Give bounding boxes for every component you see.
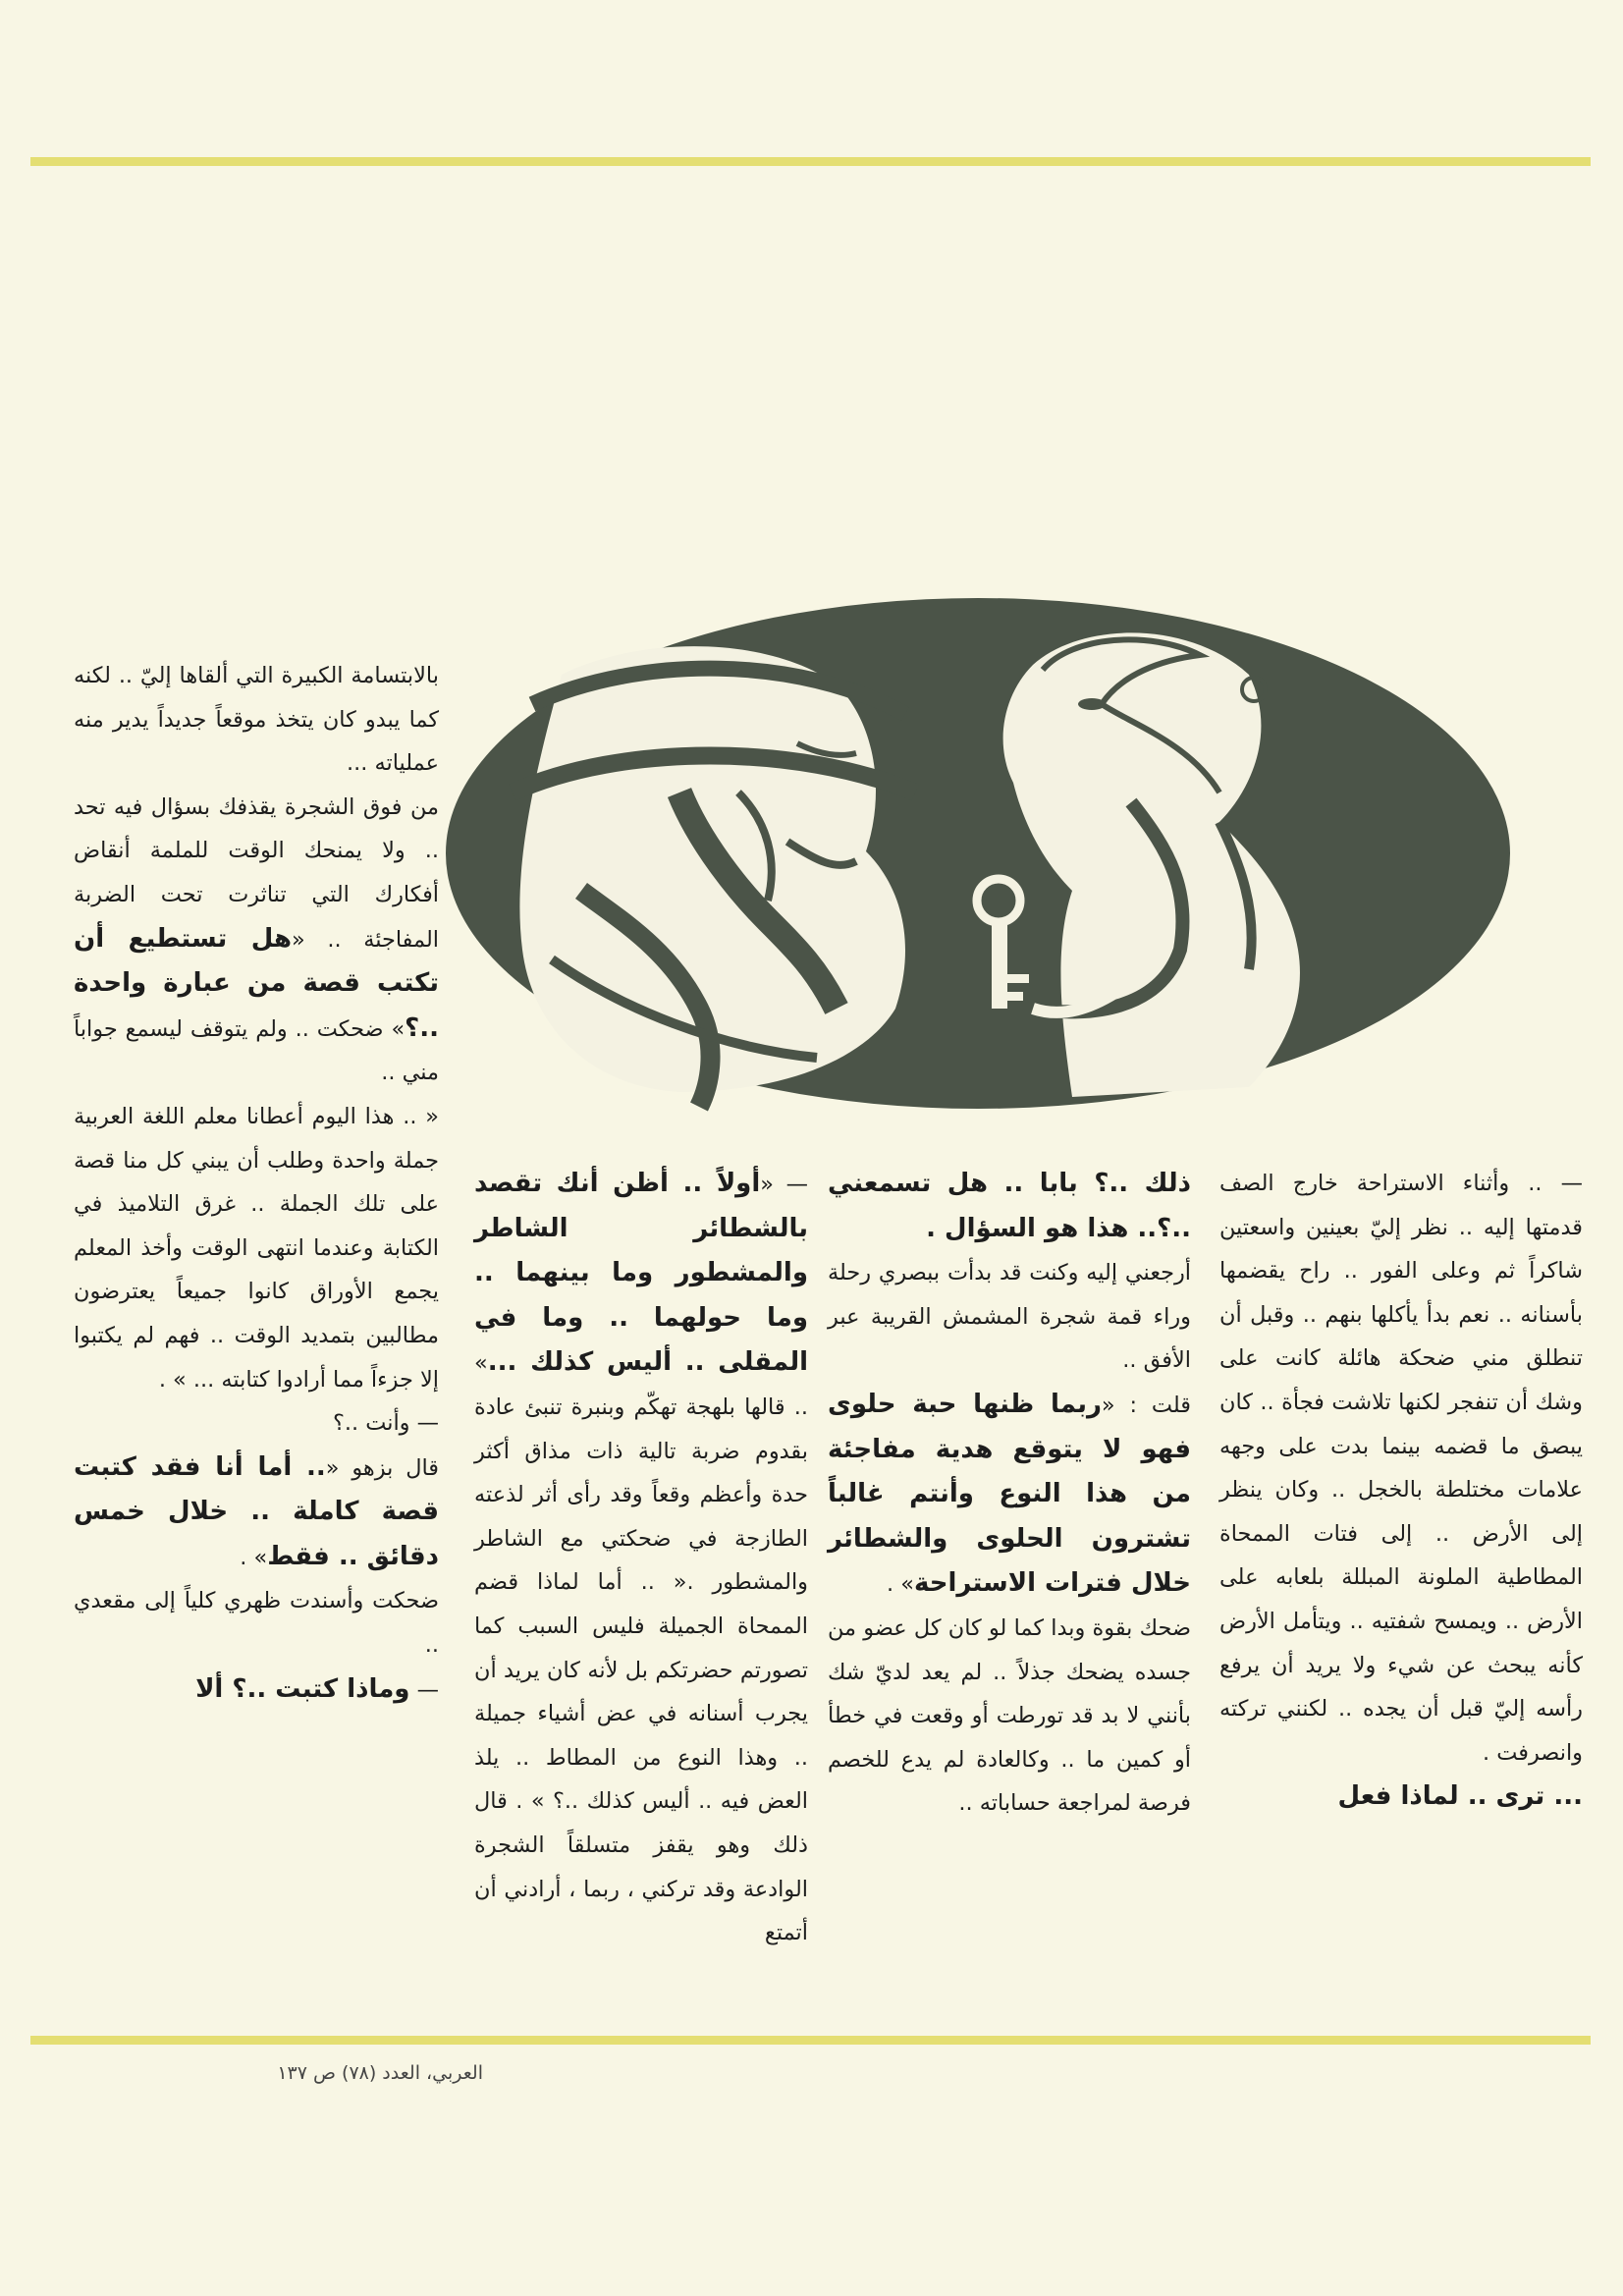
paragraph: — وأنت ..؟ <box>333 1410 439 1437</box>
bold-text: .. أما أنا فقد كتبت قصة كاملة .. خلال خمس دقائق .. فقط <box>74 1451 439 1571</box>
paragraph-bold-ending <box>1219 1775 1583 1820</box>
paragraph: ضحكت وأسندت ظهري كلياً إلى مقعدي .. <box>74 1588 439 1659</box>
quote-tail: » .. قالها بلهجة تهكّم وبنبرة تنبئ عادة بقدوم ضربة تالية ذات مذاق أكثر حدة وأعظم وقعاً وقد رأى أثر لذعته الطازجة في ضحكتي مع الشاطر والمشطور .« .. أما لماذا قضم الممحاة الجميلة فليس السبب كما تصورتم حضرتكم بل لأنه كان يريد أن يجرب أسنانه في عض أشياء جميلة .. وهذا النوع من المطاط .. يلذ العض فيه .. أليس كذلك ..؟ » . قال ذلك وهو يقفز متسلقاً الشجرة الوادعة وقد تركني ، ربما ، أرادني أن أتمتع <box>474 1350 808 1946</box>
paragraph: بالابتسامة الكبيرة التي ألقاها إليّ .. لكنه كما يبدو كان يتخذ موقعاً جديداً يدير منه عملياته ... <box>74 663 439 777</box>
paragraph: ضحك بقوة وبدا كما لو كان كل عضو من جسده يضحك جذلاً .. لم يعد لديّ شك بأنني لا بد قد تورطت أو وقعت في خطأ أو كمين ما .. وكالعادة لم يدع للخصم فرصة لمراجعة حساباته .. <box>828 1614 1191 1817</box>
page-footer: العربي، العدد (٧٨) ص ١٣٧ <box>277 2062 483 2084</box>
text-column-2 <box>828 1162 1191 1826</box>
quote-lead: — « <box>760 1172 808 1197</box>
paragraph-quote <box>474 1162 808 1955</box>
quote-lead: قال بزهو « <box>325 1454 439 1481</box>
paragraph-bold <box>828 1162 1191 1251</box>
paragraph-quote <box>74 1446 439 1580</box>
bold-text: هل تستطيع أن تكتب قصة من عبارة واحدة ..؟ <box>74 923 439 1043</box>
bottom-rule <box>30 2036 1591 2045</box>
quote-tail: » ضحكت .. ولم يتوقف ليسمع جواباً مني .. <box>74 1015 439 1086</box>
paragraph-quote <box>828 1383 1191 1607</box>
paragraph: « .. هذا اليوم أعطانا معلم اللغة العربية جملة واحدة وطلب أن يبني كل منا قصة على تلك الجملة .. غرق التلاميذ في الكتابة وعندما انتهى الوقت وأخذ المعلم يجمع الأوراق كانوا جميعاً يعترضون مطالبين بتمديد الوقت .. فهم لم يكتبوا إلا جزءاً مما أرادوا كتابته ... » . <box>74 1103 439 1393</box>
quote-lead: قلت : « <box>1101 1392 1191 1418</box>
bold-text: ذلك ..؟ بابا .. هل تسمعني ..؟.. هذا هو السؤال . <box>828 1169 1191 1243</box>
bold-text: أولاً .. أظن أنك تقصد بالشطائر الشاطر والمشطور وما بينهما .. وما حولهما .. وما في المقلى .. أليس كذلك ... <box>474 1169 808 1378</box>
text-column-4 <box>74 654 439 1712</box>
bold-text: وماذا كتبت ..؟ ألا <box>195 1673 410 1704</box>
text-column-3 <box>474 1162 808 1955</box>
paragraph-bold-ending <box>74 1667 439 1713</box>
bold-text: ربما ظنها حبة حلوى فهو لا يتوقع هدية مفاجئة من هذا النوع وأنتم غالباً تشترون الحلوى والشطائر خلال فترات الاستراحة <box>828 1389 1191 1599</box>
paragraph-quote <box>74 786 439 1095</box>
dash-lead: — <box>409 1676 439 1703</box>
top-rule <box>30 157 1591 166</box>
paragraph: — .. وأثناء الاستراحة خارج الصف قدمتها إليه .. نظر إليّ بعينين واسعتين شاكراً ثم وعلى الفور .. راح يقضمها بأسنانه .. نعم بدأ يأكلها بنهم .. وقبل أن تنطلق مني ضحكة هائلة كانت على وشك أن تنفجر لكنها تلاشت فجأة .. كان يبصق ما قضمه بينما بدت على وجهه علامات مختلطة بالخجل .. وكان ينظر إلى الأرض .. إلى فتات الممحاة المطاطية الملونة المبللة بلعابه على الأرض .. ويمسح شفتيه .. ويتأمل الأرض كأنه يبحث عن شيء ولا يريد أن يرفع رأسه إليّ قبل أن يجده .. لكنني تركته وانصرفت . <box>1219 1171 1583 1766</box>
quote-tail: » . <box>887 1571 914 1598</box>
quote-tail: » . <box>240 1544 268 1570</box>
illustration-oval <box>444 596 1512 1112</box>
text-column-1 <box>1219 1162 1583 1820</box>
bold-text: ... ترى .. لماذا فعل <box>1337 1781 1583 1812</box>
quote-lead: من فوق الشجرة يقذفك بسؤال فيه تحد .. ولا يمنحك الوقت للملمة أنقاض أفكارك التي تناثرت تحت الضربة المفاجئة .. « <box>74 793 439 953</box>
paragraph: أرجعني إليه وكنت قد بدأت ببصري رحلة وراء قمة شجرة المشمش القريبة عبر الأفق .. <box>828 1260 1191 1374</box>
